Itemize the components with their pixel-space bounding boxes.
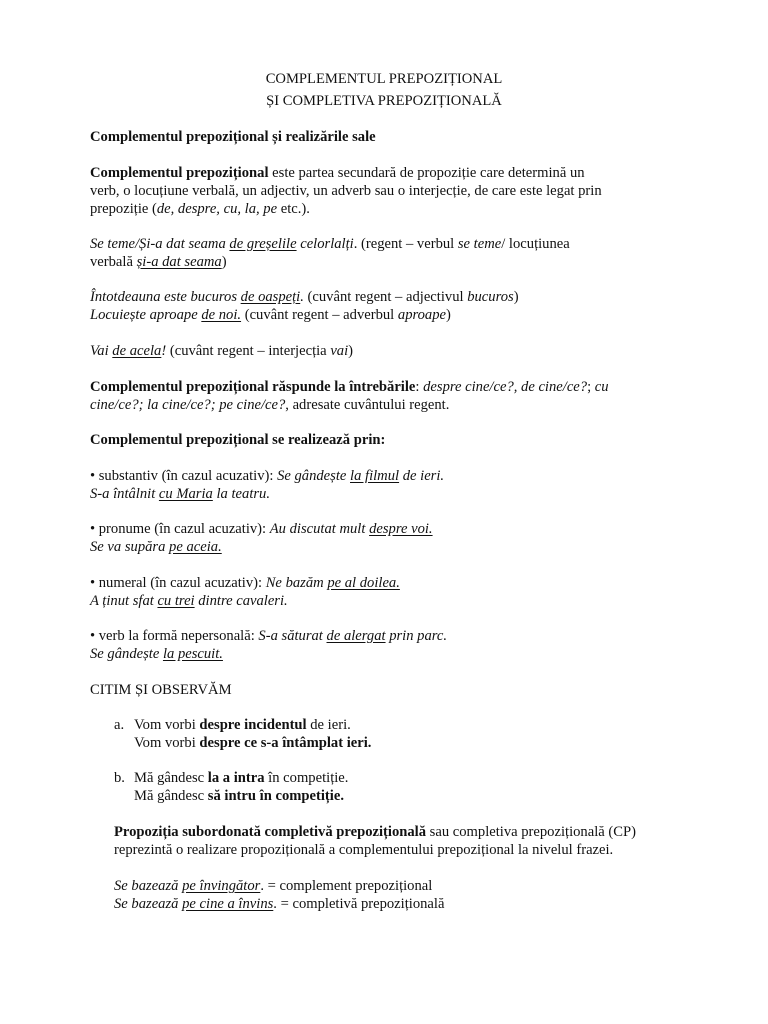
questions-line-2: cine/ce?; la cine/ce?; pe cine/ce?, adresate cuvântului regent. (90, 397, 450, 413)
example-verb-line-1: Se teme/Și-a dat seama de greșelile celorlalți. (regent – verbul se teme/ locuțiunea (90, 236, 570, 252)
list-marker-a: a. (114, 717, 125, 733)
definition-line-1: Complementul prepozițional este partea secundară de propoziție care determină un (90, 165, 585, 181)
questions-line-1: Complementul prepozițional răspunde la întrebările: despre cine/ce?, de cine/ce?; cu (90, 379, 609, 395)
bullet-verb-line-1: • verb la formă nepersonală: S-a săturat de alergat prin parc. (90, 628, 448, 644)
example-interjection: Vai de acela! (cuvânt regent – interjecția vai) (90, 343, 354, 359)
example-adjective: Întotdeauna este bucuros de oaspeți. (cuvânt regent – adjectivul bucuros) (90, 289, 519, 305)
title-line-1: COMPLEMENTUL PREPOZIȚIONAL (265, 71, 503, 87)
bullet-noun-line-2: S-a întâlnit cu Maria la teatru. (90, 486, 271, 502)
example-adverb: Locuiește aproape de noi. (cuvânt regent – adverbul aproape) (90, 307, 451, 323)
example-verb-line-2: verbală și-a dat seama) (90, 254, 227, 270)
observe-b-line-1: Mă gândesc la a intra în competiție. (134, 770, 349, 786)
subordinate-line-2: reprezintă o realizare propozițională a complementului prepozițional la nivelul frazei. (114, 842, 614, 858)
section-heading: Complementul prepozițional și realizările sale (90, 129, 376, 145)
subordinate-line-1: Propoziția subordonată completivă prepozițională sau completiva prepozițională (CP) (114, 824, 636, 840)
bullet-verb-line-2: Se gândește la pescuit. (90, 646, 223, 662)
definition-line-2: verb, o locuțiune verbală, un adjectiv, un adverb sau o interjecție, de care este legat prin (90, 183, 602, 199)
final-example-1: Se bazează pe învingător. = complement prepozițional (114, 878, 433, 894)
realization-heading: Complementul prepozițional se realizează prin: (90, 432, 386, 448)
definition-line-3: prepoziție (de, despre, cu, la, pe etc.). (90, 201, 310, 217)
definition-term: Complementul prepozițional (90, 165, 269, 181)
bullet-numeral-line-1: • numeral (în cazul acuzativ): Ne bazăm pe al doilea. (90, 575, 400, 591)
bullet-pronoun-line-1: • pronume (în cazul acuzativ): Au discutat mult despre voi. (90, 521, 433, 537)
final-example-2: Se bazează pe cine a învins. = completivă prepozițională (114, 896, 445, 912)
list-marker-b: b. (114, 770, 125, 786)
bullet-pronoun-line-2: Se va supăra pe aceia. (90, 539, 222, 555)
observe-b-line-2: Mă gândesc să intru în competiție. (134, 788, 344, 804)
observe-a-line-2: Vom vorbi despre ce s-a întâmplat ieri. (134, 735, 372, 751)
title-line-2: ȘI COMPLETIVA PREPOZIȚIONALĂ (266, 93, 502, 109)
observe-a-line-1: Vom vorbi despre incidentul de ieri. (134, 717, 351, 733)
observe-heading: CITIM ȘI OBSERVĂM (90, 682, 232, 698)
bullet-noun-line-1: • substantiv (în cazul acuzativ): Se gândește la filmul de ieri. (90, 468, 445, 484)
bullet-numeral-line-2: A ținut sfat cu trei dintre cavaleri. (90, 593, 288, 609)
